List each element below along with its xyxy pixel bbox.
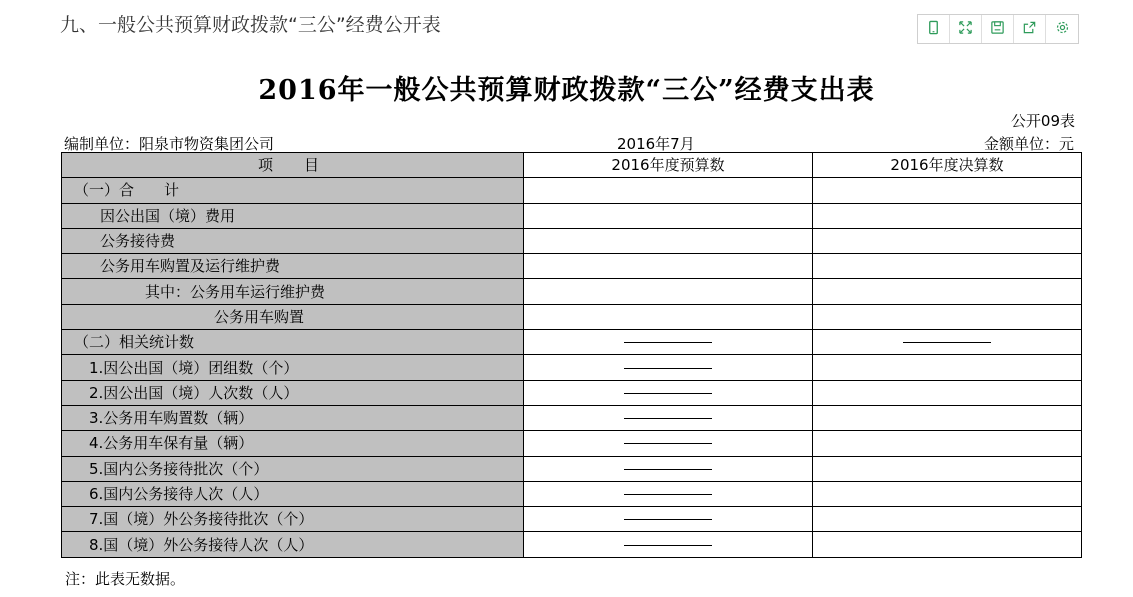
budget-cell	[524, 330, 813, 355]
final-cell	[813, 532, 1082, 557]
row-item-label: 6.国内公务接待人次（人）	[62, 481, 524, 506]
column-header-final: 2016年度决算数	[813, 153, 1082, 178]
table-row	[62, 507, 1082, 532]
table-row	[62, 228, 1082, 253]
row-item-label: 5.国内公务接待批次（个）	[62, 456, 524, 481]
final-cell	[813, 203, 1082, 228]
fullscreen-icon	[958, 20, 973, 39]
table-row	[62, 431, 1082, 456]
table-body	[62, 178, 1082, 557]
table-note: 注：此表无数据。	[65, 570, 186, 588]
budget-cell	[524, 532, 813, 557]
table-row	[62, 304, 1082, 329]
share-button[interactable]	[1014, 15, 1046, 43]
row-item-label: （二）相关统计数	[62, 330, 524, 355]
not-applicable-dash	[624, 469, 712, 470]
not-applicable-dash	[624, 393, 712, 394]
budget-cell	[524, 228, 813, 253]
final-cell	[813, 228, 1082, 253]
final-cell	[813, 380, 1082, 405]
not-applicable-dash	[624, 519, 712, 520]
report-date: 2016年7月	[617, 135, 695, 153]
not-applicable-dash	[903, 342, 991, 343]
final-cell	[813, 279, 1082, 304]
budget-cell	[524, 456, 813, 481]
not-applicable-dash	[624, 545, 712, 546]
column-header-budget: 2016年度预算数	[524, 153, 813, 178]
row-item-label: 因公出国（境）费用	[62, 203, 524, 228]
final-cell	[813, 254, 1082, 279]
not-applicable-dash	[624, 368, 712, 369]
table-row	[62, 254, 1082, 279]
budget-cell	[524, 203, 813, 228]
final-cell	[813, 431, 1082, 456]
mobile-view-button[interactable]	[918, 15, 950, 43]
settings-button[interactable]	[1046, 15, 1078, 43]
mobile-icon	[926, 20, 941, 39]
table-row	[62, 481, 1082, 506]
table-row	[62, 532, 1082, 557]
final-cell	[813, 481, 1082, 506]
final-cell	[813, 507, 1082, 532]
budget-cell	[524, 380, 813, 405]
table-row	[62, 380, 1082, 405]
table-row	[62, 456, 1082, 481]
budget-cell	[524, 431, 813, 456]
not-applicable-dash	[624, 418, 712, 419]
row-item-label: 公务接待费	[62, 228, 524, 253]
not-applicable-dash	[624, 443, 712, 444]
budget-cell	[524, 279, 813, 304]
row-item-label: 2.因公出国（境）人次数（人）	[62, 380, 524, 405]
table-row	[62, 330, 1082, 355]
table-row	[62, 203, 1082, 228]
final-cell	[813, 405, 1082, 430]
row-item-label: 1.因公出国（境）团组数（个）	[62, 355, 524, 380]
row-item-label: 公务用车购置	[62, 304, 524, 329]
budget-cell	[524, 507, 813, 532]
document-meta-row	[62, 133, 1076, 153]
organization-label: 编制单位：阳泉市物资集团公司	[64, 135, 275, 153]
amount-unit-label: 金额单位：元	[983, 135, 1074, 153]
table-row	[62, 178, 1082, 203]
budget-cell	[524, 304, 813, 329]
viewer-toolbar	[917, 14, 1079, 44]
budget-cell	[524, 405, 813, 430]
table-row	[62, 279, 1082, 304]
save-icon	[990, 20, 1005, 39]
row-item-label: 3.公务用车购置数（辆）	[62, 405, 524, 430]
not-applicable-dash	[624, 494, 712, 495]
row-item-label: 8.国（境）外公务接待人次（人）	[62, 532, 524, 557]
row-item-label: 公务用车购置及运行维护费	[62, 254, 524, 279]
table-row	[62, 355, 1082, 380]
row-item-label: 7.国（境）外公务接待批次（个）	[62, 507, 524, 532]
settings-icon	[1055, 20, 1070, 39]
table-row	[62, 405, 1082, 430]
row-item-label: （一）合 计	[62, 178, 524, 203]
final-cell	[813, 330, 1082, 355]
row-item-label: 4.公务用车保有量（辆）	[62, 431, 524, 456]
budget-cell	[524, 355, 813, 380]
fullscreen-button[interactable]	[950, 15, 982, 43]
document-title: 2016年一般公共预算财政拨款“三公”经费支出表	[258, 75, 875, 106]
form-code: 公开09表	[1010, 112, 1075, 130]
budget-cell	[524, 481, 813, 506]
budget-cell	[524, 178, 813, 203]
column-header-item: 项 目	[62, 153, 524, 178]
not-applicable-dash	[624, 342, 712, 343]
budget-cell	[524, 254, 813, 279]
page-heading: 九、一般公共预算财政拨款“三公”经费公开表	[60, 14, 441, 36]
share-icon	[1022, 20, 1037, 39]
final-cell	[813, 456, 1082, 481]
final-cell	[813, 178, 1082, 203]
save-button[interactable]	[982, 15, 1014, 43]
final-cell	[813, 304, 1082, 329]
three-public-expenses-table	[61, 152, 1082, 558]
row-item-label: 其中：公务用车运行维护费	[62, 279, 524, 304]
final-cell	[813, 355, 1082, 380]
table-header-row	[62, 153, 1082, 178]
